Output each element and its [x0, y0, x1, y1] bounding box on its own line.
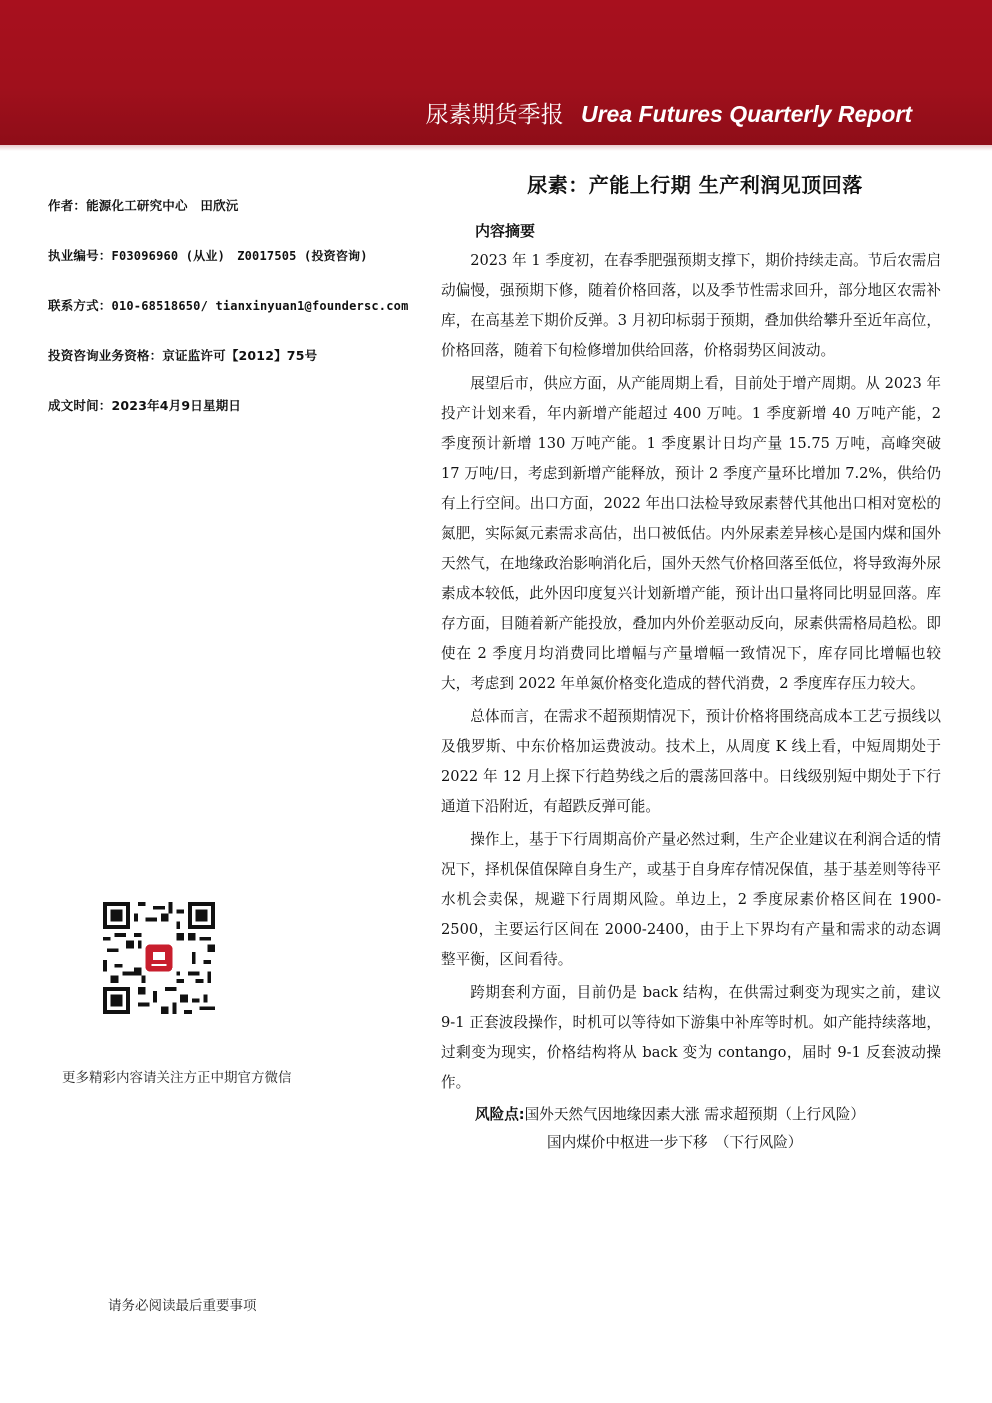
summary-paragraph: 总体而言，在需求不超预期情况下，预计价格将围绕高成本工艺亏损线以及俄罗斯、中东价格加运费波动。技术上，从周度 K 线上看，中短周期处于 2022 年 12 月上探下行趋势线之后的震荡回落中。日线级别短中期处于下行通道下沿附近，有超跌反弹可能。 [441, 708, 941, 815]
date-label: 成文时间： [48, 398, 112, 413]
risk-label: 风险点: [475, 1106, 525, 1123]
qualification-label: 投资咨询业务资格： [48, 348, 163, 363]
summary-paragraph: 操作上，基于下行周期高价产量必然过剩，生产企业建议在利润合适的情况下，择机保值保障自身生产，或基于自身库存情况保值，基于基差则等待平水机会卖保，规避下行周期风险。单边上，2 季度尿素价格区间在 1900-2500，主要运行区间在 2000-2400，由于上下界均有产量和需求的动态调整平衡，区间看待。 [441, 831, 941, 968]
author-info [48, 196, 448, 446]
risk-row-upside [441, 1101, 941, 1129]
contact-label: 联系方式： [48, 298, 112, 313]
summary-heading: 内容摘要 [475, 222, 536, 240]
risk-item: 国内煤价中枢进一步下移 （下行风险） [547, 1134, 803, 1151]
risk-row-downside [441, 1129, 941, 1157]
license-value: F03096960 (从业) Z0017505 (投资咨询) [111, 249, 368, 263]
report-body [441, 168, 941, 1157]
contact-value: 010-68518650/ tianxinyuan1@foundersc.com [111, 299, 409, 313]
author-line [48, 196, 448, 216]
report-series-title-cn: 尿素期货季报 [425, 102, 564, 128]
report-series-title-en: Urea Futures Quarterly Report [580, 101, 912, 127]
summary-paragraph: 2023 年 1 季度初，在春季肥强预期支撑下，期价持续走高。节后农需启动偏慢，强预期下修，随着价格回落，以及季节性需求回升，部分地区农需补库，在高基差下期价反弹。3 月初印标弱于预期，叠加供给攀升至近年高位，价格回落，随着下旬检修增加供给回落，价格弱势区间波动。 [441, 252, 941, 359]
qualification-line [48, 346, 448, 366]
summary-paragraph: 展望后市，供应方面，从产能周期上看，目前处于增产周期。从 2023 年投产计划来看，年内新增产能超过 400 万吨。1 季度新增 40 万吨产能，2 季度预计新增 130 万吨产能。1 季度累计日均产量 15.75 万吨，高峰突破 17 万吨/日，考虑到新增产能释放，预计 2 季度产量环比增加 7.2%，供给仍有上行空间。出口方面，2022 年出口法检导致尿素替代其他出口相对宽松的氮肥，实际氮元素需求高估，出口被低估。内外尿素差异核心是国内煤和国外天然气，在地缘政治影响消化后，国外天然气价格回落至低位，将导致海外尿素成本较低，此外因印度复兴计划新增产能，预计出口量将同比明显回落。库存方面，目随着新产能投放，叠加内外价差驱动反向，尿素供需格局趋松。即使在 2 季度月均消费同比增幅与产量增幅一致情况下，库存同比增幅也较大，考虑到 2022 年单氮价格变化造成的替代消费，2 季度库存压力较大。 [441, 375, 941, 692]
summary-paragraph: 跨期套利方面，目前仍是 back 结构，在供需过剩变为现实之前，建议 9-1 正套波段操作，时机可以等待如下游集中补库等时机。如产能持续落地，过剩变为现实，价格结构将从 back 变为 contango，届时 9-1 反套波动操作。 [441, 984, 941, 1091]
report-title: 尿素：产能上行期 生产利润见顶回落 [527, 173, 863, 197]
header-divider [0, 145, 992, 151]
qr-code-icon[interactable] [103, 902, 215, 1014]
qr-caption: 更多精彩内容请关注方正中期官方微信 [62, 1070, 292, 1086]
date-line [48, 396, 448, 416]
license-label: 执业编号： [48, 248, 112, 263]
contact-line [48, 296, 448, 316]
disclaimer-note: 请务必阅读最后重要事项 [108, 1298, 257, 1314]
qualification-value: 京证监许可【2012】75号 [162, 348, 318, 363]
author-label: 作者： [48, 198, 87, 213]
author-value: 能源化工研究中心 田欣沅 [86, 198, 239, 213]
license-line [48, 246, 448, 266]
date-value: 2023年4月9日星期日 [111, 398, 242, 413]
report-series-title [426, 96, 912, 129]
risk-item: 国外天然气因地缘因素大涨 需求超预期（上行风险） [524, 1106, 865, 1123]
risk-section [441, 1101, 941, 1157]
